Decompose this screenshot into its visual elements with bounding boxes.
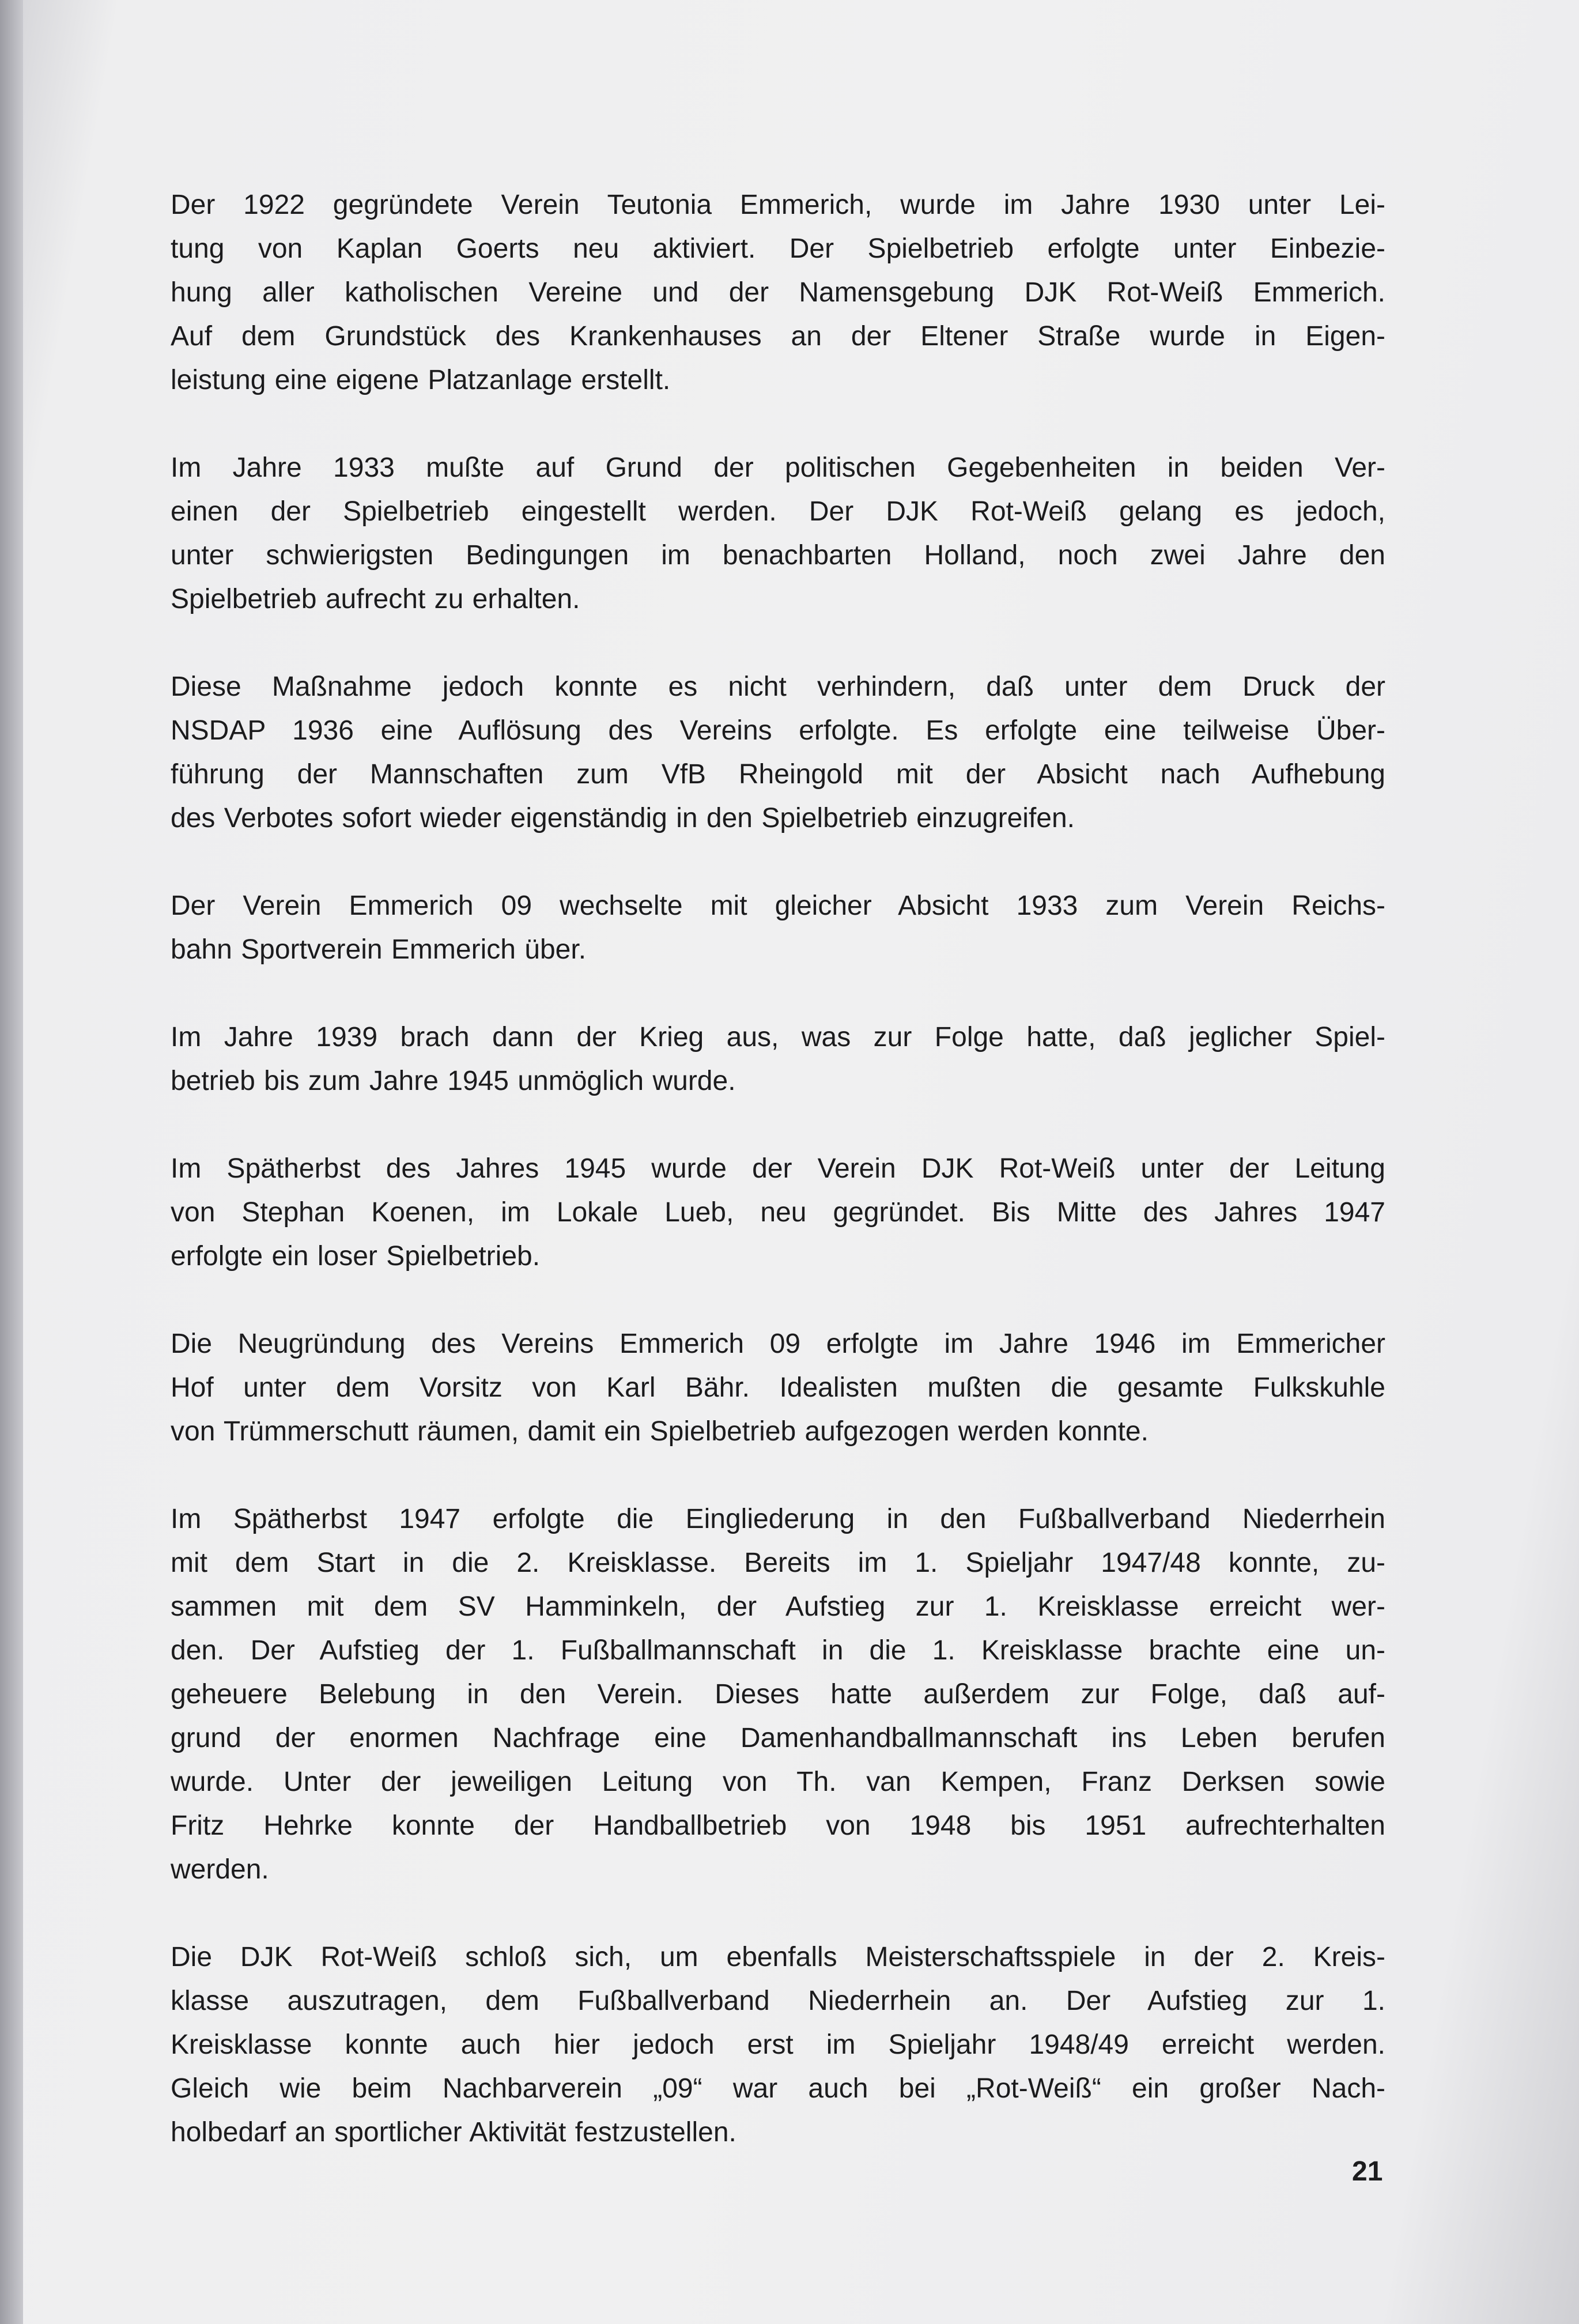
text-line: werden. bbox=[171, 1854, 269, 1885]
text-line: von Trümmerschutt räumen, damit ein Spielbetrieb aufgezogen werden konnte. bbox=[171, 1416, 1149, 1447]
paragraph bbox=[171, 446, 1385, 621]
paragraph bbox=[171, 884, 1385, 972]
text-line: wurde. Unter der jeweiligen Leitung von Th. van Kempen, Franz Derksen sowie bbox=[171, 1767, 1385, 1797]
text-line: mit dem Start in die 2. Kreisklasse. Bereits im 1. Spieljahr 1947/48 konnte, zu- bbox=[171, 1548, 1385, 1578]
paragraph bbox=[171, 1016, 1385, 1103]
text-line: NSDAP 1936 eine Auflösung des Vereins erfolgte. Es erfolgte eine teilweise Über- bbox=[171, 715, 1385, 746]
text-line: Fritz Hehrke konnte der Handballbetrieb von 1948 bis 1951 aufrechterhalten bbox=[171, 1810, 1385, 1841]
text-line: bahn Sportverein Emmerich über. bbox=[171, 934, 587, 965]
paragraph bbox=[171, 1147, 1385, 1278]
text-line: den. Der Aufstieg der 1. Fußballmannschaft in die 1. Kreisklasse brachte eine un- bbox=[171, 1635, 1385, 1666]
text-line: von Stephan Koenen, im Lokale Lueb, neu gegründet. Bis Mitte des Jahres 1947 bbox=[171, 1197, 1385, 1228]
text-line: unter schwierigsten Bedingungen im benachbarten Holland, noch zwei Jahre den bbox=[171, 540, 1385, 571]
text-line: sammen mit dem SV Hamminkeln, der Aufstieg zur 1. Kreisklasse erreicht wer- bbox=[171, 1591, 1385, 1622]
text-line: einen der Spielbetrieb eingestellt werden. Der DJK Rot-Weiß gelang es jedoch, bbox=[171, 496, 1385, 527]
text-line: Hof unter dem Vorsitz von Karl Bähr. Idealisten mußten die gesamte Fulkskuhle bbox=[171, 1372, 1385, 1403]
page-number: 21 bbox=[1352, 2156, 1383, 2187]
paragraph bbox=[171, 183, 1385, 402]
text-line: hung aller katholischen Vereine und der Namensgebung DJK Rot-Weiß Emmerich. bbox=[171, 277, 1385, 308]
text-line: grund der enormen Nachfrage eine Damenhandballmannschaft ins Leben berufen bbox=[171, 1723, 1385, 1753]
text-line: Diese Maßnahme jedoch konnte es nicht verhindern, daß unter dem Druck der bbox=[171, 671, 1385, 702]
paragraph bbox=[171, 1936, 1385, 2155]
text-line: Auf dem Grundstück des Krankenhauses an der Eltener Straße wurde in Eigen- bbox=[171, 321, 1385, 352]
text-line: betrieb bis zum Jahre 1945 unmöglich wurde. bbox=[171, 1066, 736, 1096]
text-line: erfolgte ein loser Spielbetrieb. bbox=[171, 1241, 541, 1272]
text-line: führung der Mannschaften zum VfB Rheingold mit der Absicht nach Aufhebung bbox=[171, 759, 1385, 790]
text-line: Der Verein Emmerich 09 wechselte mit gleicher Absicht 1933 zum Verein Reichs- bbox=[171, 891, 1385, 921]
text-line: Im Spätherbst des Jahres 1945 wurde der Verein DJK Rot-Weiß unter der Leitung bbox=[171, 1153, 1385, 1184]
text-line: Im Spätherbst 1947 erfolgte die Eingliederung in den Fußballverband Niederrhein bbox=[171, 1504, 1385, 1534]
text-line: geheuere Belebung in den Verein. Dieses hatte außerdem zur Folge, daß auf- bbox=[171, 1679, 1385, 1710]
text-line: Die Neugründung des Vereins Emmerich 09 erfolgte im Jahre 1946 im Emmericher bbox=[171, 1329, 1385, 1359]
text-line: Der 1922 gegründete Verein Teutonia Emmerich, wurde im Jahre 1930 unter Lei- bbox=[171, 190, 1385, 220]
paragraph bbox=[171, 665, 1385, 840]
text-line: Die DJK Rot-Weiß schloß sich, um ebenfalls Meisterschaftsspiele in der 2. Kreis- bbox=[171, 1942, 1385, 1972]
text-line: Spielbetrieb aufrecht zu erhalten. bbox=[171, 584, 580, 614]
text-line: Kreisklasse konnte auch hier jedoch erst im Spieljahr 1948/49 erreicht werden. bbox=[171, 2029, 1385, 2060]
body-text bbox=[171, 183, 1385, 2198]
text-line: Gleich wie beim Nachbarverein „09“ war auch bei „Rot-Weiß“ ein großer Nach- bbox=[171, 2073, 1385, 2104]
text-line: holbedarf an sportlicher Aktivität festzustellen. bbox=[171, 2117, 736, 2148]
book-spine-shadow bbox=[0, 0, 23, 2324]
text-line: klasse auszutragen, dem Fußballverband Niederrhein an. Der Aufstieg zur 1. bbox=[171, 1986, 1385, 2016]
text-line: tung von Kaplan Goerts neu aktiviert. Der Spielbetrieb erfolgte unter Einbezie- bbox=[171, 233, 1385, 264]
text-line: des Verbotes sofort wieder eigenständig in den Spielbetrieb einzugreifen. bbox=[171, 803, 1075, 833]
text-line: leistung eine eigene Platzanlage erstellt. bbox=[171, 365, 671, 395]
text-line: Im Jahre 1933 mußte auf Grund der politischen Gegebenheiten in beiden Ver- bbox=[171, 452, 1385, 483]
text-line: Im Jahre 1939 brach dann der Krieg aus, was zur Folge hatte, daß jeglicher Spiel- bbox=[171, 1022, 1385, 1052]
paragraph bbox=[171, 1322, 1385, 1454]
paragraph bbox=[171, 1497, 1385, 1892]
